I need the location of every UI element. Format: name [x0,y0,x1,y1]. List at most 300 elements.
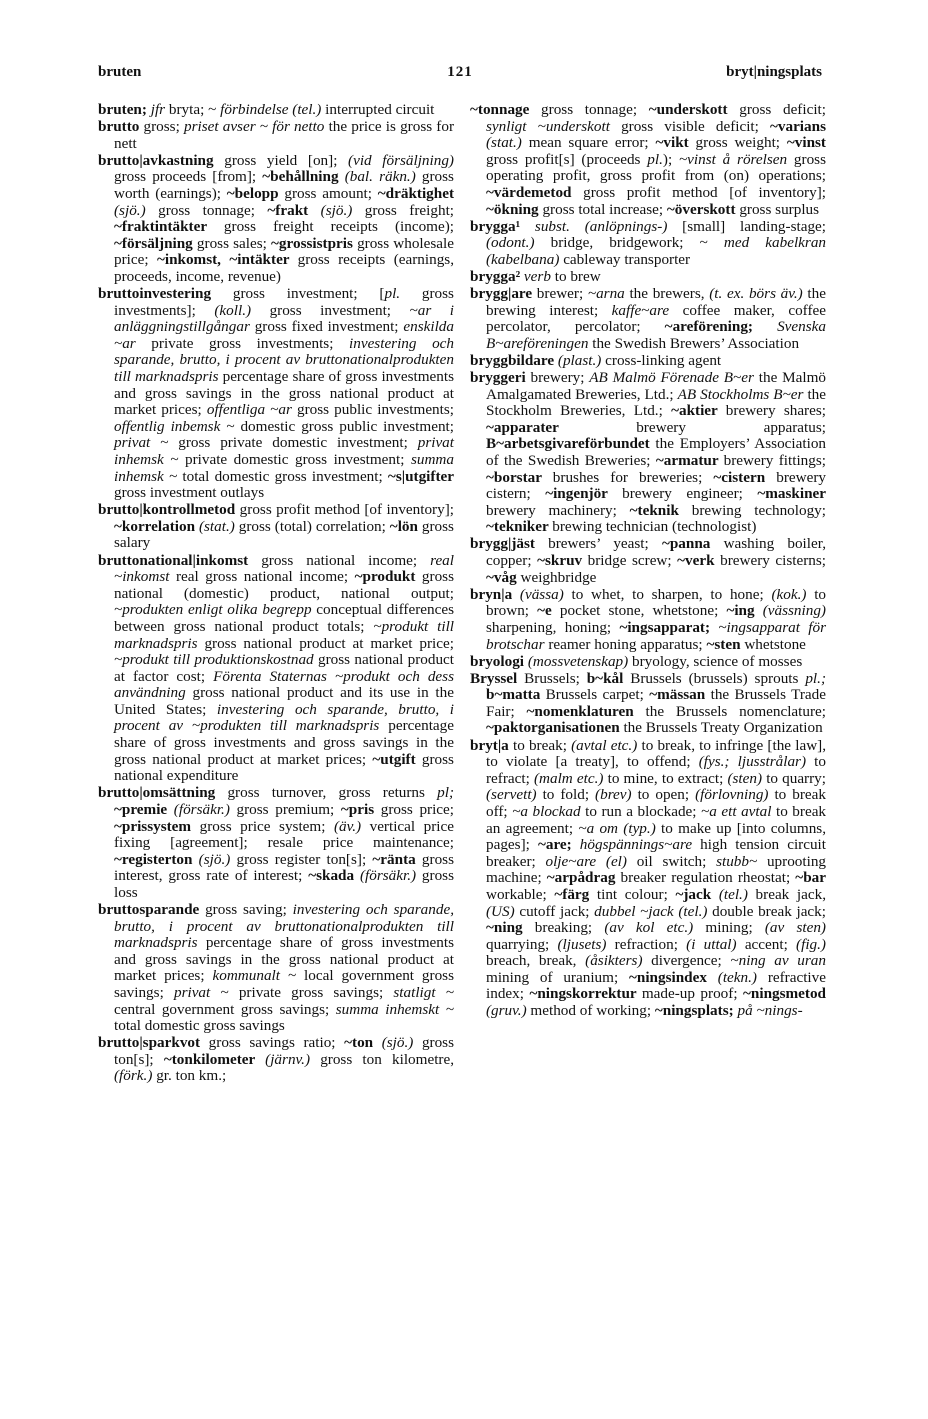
header-guide-word-left: bruten [98,64,142,80]
usage-label: med kabelkran (kabelbana) [486,234,827,268]
definition-text: brewery machinery; [486,501,630,519]
usage-label: (sten) [727,769,767,787]
definition-text: to refract; [486,753,826,787]
headword: ~pris [340,800,381,818]
definition-text: gross (total) correlation; [238,517,390,535]
definition-text: bridge, bridgework; ~ [550,234,724,252]
definition-text: brewery cistern; [486,468,826,503]
usage-label: ~arna [587,285,630,303]
definition-text: gross proceeds [from]; [114,168,263,186]
headword: ~premie [114,800,174,818]
definition-text: break jack, [755,885,826,903]
definition-text: method of working; [530,1002,655,1020]
headword: b~matta [486,686,546,704]
definition-text: the Brussels Trade Fair; [486,686,826,720]
headword: bruttoinvestering [98,285,233,303]
headword: ~ränta [372,850,422,868]
usage-label: (bal. räkn.) [344,168,422,186]
header-guide-word-right: bryt|ningsplats [726,64,822,80]
definition-text: gross national (domestic) product, national output; [114,568,454,602]
usage-label: (sjö.) [198,850,237,868]
definition-text: brushes for breweries; [552,468,714,486]
dictionary-entry [470,671,826,737]
definition-text: gross visible deficit; [621,117,770,135]
usage-label: kommunalt ~ [212,967,305,985]
headword: bryggbildare [470,351,558,369]
definition-text: workable; [486,885,555,903]
usage-label: synligt ~underskott [486,117,622,135]
usage-label: privat ~ [114,434,179,452]
dictionary-entry [470,286,826,352]
usage-label: (fig.) [796,935,826,953]
headword: ~grossistpris [271,234,358,252]
usage-label: (försäkr.) [173,800,237,818]
definition-text: gross ton[s]; [114,1034,455,1068]
headword: brutto|avkastning [98,151,225,169]
definition-text: gross turnover, gross returns [227,784,438,802]
dictionary-entry [470,587,826,653]
definition-text: real gross national income; [175,568,355,586]
headword: brygga¹ [470,217,535,235]
definition-text: gross national product at factor cost; [114,651,454,685]
definition-text: mining; [705,919,765,937]
page-header [98,64,822,88]
definition-text: gross freight receipts (income); [223,218,455,236]
usage-label: (sjö.) [114,201,159,219]
definition-text: gross national expenditure [114,750,454,785]
usage-label: (förlovning) [695,786,775,804]
headword: ~vinst [786,134,826,152]
definition-text: gross savings ratio; [208,1034,345,1052]
usage-label: (servett) [486,786,543,804]
definition-text: the price is gross for nett [114,118,455,152]
definition-text: reamer honing apparatus; [548,635,707,653]
definition-text: whetstone [744,635,806,653]
definition-text: tint colour; [596,885,676,903]
definition-text: gross investment outlays [114,484,265,502]
headword: ~cistern [713,468,777,486]
dictionary-entry [98,286,454,502]
definition-text: gross national product at market price; [204,634,454,652]
usage-label: ~a ett avtal [701,802,776,820]
definition-text: the Brussels nomenclature; [645,702,826,720]
dictionary-entry [470,269,826,286]
usage-label: subst. (anlöpnings-) [534,217,683,235]
dictionary-entry [98,502,454,552]
definition-text: to fold; [542,786,596,804]
headword: ~armatur [655,451,724,469]
usage-label: (gruv.) [486,1002,531,1020]
usage-label: verb [523,267,555,285]
headword: ~apparater [486,418,637,436]
definition-text: weighbridge [520,568,597,586]
headword: ~ökning [486,200,543,218]
usage-label: Förenta Staternas ~produkt och dess användning [114,667,454,702]
headword: brutto|kontrollmetod [98,501,240,519]
definition-text: the Malmö Amalgamated Breweries, Ltd.; [486,369,826,403]
headword: bruttonational|inkomst [98,551,262,569]
headword: brutto [98,118,144,136]
definition-text: oil switch; [636,852,717,870]
page-number: 121 [447,64,473,80]
definition-text: domestic gross public investment; [240,417,454,435]
definition-text: washing boiler, copper; [486,535,826,570]
usage-label: investering och sparande, brutto, i procent av bruttonationalprodukten till marknadspris [114,901,454,952]
definition-text: total domestic gross savings [114,1017,285,1035]
dictionary-entry [98,553,454,785]
definition-text: private domestic gross investment; [185,450,411,468]
usage-label: (stat.) [198,517,239,535]
definition-text: brewery engineer; [622,485,758,503]
usage-label: ~a om (typ.) [578,819,662,837]
headword: bryt|a [470,736,513,754]
usage-label: (US) [486,902,520,920]
usage-label: (vid försäljning) [348,151,454,169]
usage-label: högspännings~are [579,836,701,854]
headword: ~nomenklaturen [526,702,646,720]
definition-text: gross profit method [of inventory]; [583,183,826,201]
headword: ~behållning [262,168,345,186]
definition-text: private gross investments; [151,334,350,352]
headword: ~ingenjör [545,485,623,503]
definition-text: ); [662,150,679,168]
usage-label: Svenska B~areföreningen [486,318,826,352]
definition-text: gross; [143,118,184,136]
usage-label: privat inhemsk ~ [114,434,454,468]
definition-text: refractive index; [486,968,826,1003]
definition-text: brewers’ yeast; [548,535,662,553]
definition-text: Brussels; [524,669,587,687]
headword: ~aktier [671,402,726,420]
dictionary-entry [98,902,454,1035]
usage-label: statligt ~ [393,983,454,1001]
definition-text: gross ton kilometre, [320,1050,455,1068]
usage-label: (försäkr.) [359,867,422,885]
definition-text: brewery shares; [725,402,826,420]
headword: ~utgift [372,750,422,768]
headword: brutto|omsättning [98,784,228,802]
headword: bryologi [470,652,528,670]
definition-text: gross deficit; [739,101,826,118]
definition-text: gross register ton[s]; [236,850,373,868]
headword: ~ningsindex [628,968,718,986]
headword: ~överskott [666,200,740,218]
dictionary-entry [470,654,826,671]
headword: bruten; [98,101,151,118]
usage-label: (tekn.) [717,968,768,986]
definition-text: gross investment; [ [232,285,385,303]
headword: ~tekniker [486,518,553,536]
usage-label: investering och sparande, brutto, i procent av bruttonationalprodukten till marknadspris [114,334,454,385]
headword: Bryssel [470,669,525,687]
definition-text: gross public investments; [297,401,455,419]
definition-text: to quarry; [766,769,826,787]
definition-text: divergence; [651,952,731,970]
usage-label: summa inhemskt ~ [335,1000,454,1018]
usage-label: pl. [384,285,422,303]
headword: ~prissystem [114,817,200,835]
definition-text: gross national product and its use in the United States; [114,684,454,718]
usage-label: (fys.; ljusstrålar) [698,753,815,771]
usage-label: (kok.) [771,585,815,603]
usage-label: (stat.) [486,134,529,152]
usage-label: stubb~ [716,852,767,870]
definition-text: vertical price fixing [agreement]; resale price maintenance; [114,817,454,852]
usage-label: (ljusets) [557,935,615,953]
usage-label: summa inhemsk ~ [114,450,454,485]
definition-text: to make up [into columns, pages]; [486,819,827,854]
dictionary-entry [98,1035,454,1085]
headword: ~inkomst, ~intäkter [156,251,298,269]
definition-text: brewing technology; [691,501,826,519]
headword: ~korrelation [114,517,199,535]
definition-text: bridge screw; [587,552,678,570]
usage-label: pl; [437,784,454,802]
definition-text: the brewers, [629,285,710,303]
headword: ~areförening; [664,318,778,336]
headword: ~ning [486,919,535,937]
usage-label: (vässning) [762,602,826,620]
definition-text: percentage share of gross investments and gross savings in the gross national product at market prices; [114,368,454,419]
definition-text: gross profit[s] (proceeds [486,150,648,168]
definition-text: made-up proof; [641,985,743,1003]
definition-text: brewery; [530,369,590,386]
headword: ~s|utgifter [387,467,454,485]
headword: ~lön [389,517,422,535]
dictionary-entry [98,119,454,152]
headword: ~värdemetod [486,183,584,201]
usage-label: offentliga ~ar [206,401,297,419]
headword: ~borstar [486,468,553,486]
definition-text: gross tonnage; [158,201,268,219]
usage-label: ~ar i anläggningstillgångar [114,301,454,336]
usage-label: AB Stockholms B~er [677,385,808,403]
definition-text: percentage share of gross investments and gross savings in the gross national product at market prices; [114,717,454,768]
usage-label: pl.; [805,669,826,687]
headword: brygga² [470,267,524,285]
usage-label: offentlig inbemsk ~ [114,417,241,435]
headword: ~ton [344,1034,382,1052]
usage-label: (järnv.) [265,1050,321,1068]
definition-text: gross amount; [284,184,378,202]
usage-label: (koll.) [214,301,270,319]
headword: ~e [537,602,560,620]
headword: ~ingsapparat; [619,618,719,636]
definition-text: to break an agreement; [486,802,827,837]
definition-text: gross receipts (earnings, proceeds, income, revenue) [114,251,454,285]
usage-label: priset avser ~ för netto [183,118,329,136]
usage-label: förbindelse (tel.) [220,101,326,118]
usage-label: (brev) [595,786,638,804]
definition-text: gross price; [380,800,455,818]
definition-text: the Stockholm Breweries, Ltd.; [486,385,826,420]
headword: ~varians [769,117,826,135]
dictionary-entry [470,219,826,269]
usage-label: ~ning av uran [730,952,826,970]
definition-text: brewer; [536,285,588,303]
definition-text: brewery fittings; [723,451,826,469]
usage-label: på ~nings- [737,1002,803,1020]
definition-text: cutoff jack; [519,902,595,920]
usage-label: (malm etc.) [533,769,608,787]
headword: ~verk [677,552,721,570]
left-column [98,102,454,1086]
usage-label: kaffe~are [611,301,683,319]
headword: ~fraktintäkter [114,218,224,236]
headword: bryggeri [470,369,531,386]
dictionary-entry [470,353,826,370]
usage-label: real ~inkomst [114,551,454,586]
usage-label: ~produkten enligt olika begrepp [114,601,317,619]
definition-text: pocket stone, whetstone; [559,602,727,620]
definition-text: refraction; [614,935,687,953]
definition-text: conceptual differences between gross national product totals; [114,601,454,635]
definition-text: gross total increase; [542,200,667,218]
definition-text: sharpening, honing; [486,618,620,636]
definition-text: bryta; ~ [168,101,221,118]
headword: ~belopp [226,184,285,202]
definition-text: gross saving; [205,901,293,918]
headword: ~registerton [114,850,199,868]
definition-text: breach, break, [486,952,586,970]
headword: b~kål [586,669,631,687]
headword: ~sten [706,635,745,653]
headword: ~panna [661,535,724,553]
usage-label: pl. [647,150,663,168]
definition-text: brewery cisterns; [720,552,827,570]
definition-text: double break jack; [712,902,826,920]
usage-label: (odont.) [486,234,551,252]
definition-text: gross investments]; [114,285,454,319]
definition-text: gross wholesale price; [114,234,454,269]
definition-text: mining of uranium; [486,968,629,986]
headword: ~arpådrag [546,869,621,887]
definition-text: quarrying; [486,935,558,953]
definition-text: brewery apparatus; [636,418,826,436]
usage-label: (t. ex. börs äv.) [709,285,808,303]
headword: ~maskiner [757,485,827,503]
definition-text: gross freight; [364,201,455,219]
definition-text: gross loss [114,867,454,901]
headword: bruttosparande [98,901,206,918]
definition-text: gross price system; [199,817,334,835]
definition-text: percentage share of gross investments and gross savings in the gross national product at market prices; [114,934,454,985]
usage-label: (vässa) [519,585,572,603]
definition-text: gross profit method [of inventory]; [239,501,454,519]
usage-label: dubbel ~jack (tel.) [594,902,713,920]
usage-label: (förk.) [114,1067,157,1085]
headword: ~tonnage [470,101,542,118]
definition-text: local government gross savings; [114,967,454,1001]
definition-text: to whet, to sharpen, to hone; [571,585,772,603]
headword: ~bar [795,869,826,887]
definition-text: gross fixed investment; [254,318,404,336]
headword: ~färg [554,885,597,903]
definition-text: gross surplus [739,200,820,218]
definition-text: gross premium; [236,800,341,818]
headword: ~skruv [537,552,588,570]
definition-text: to break off; [486,786,826,820]
definition-text: [small] landing-stage; [682,217,827,235]
dictionary-entry [98,102,454,119]
usage-label: (av sten) [764,919,826,937]
usage-label: ~a blockad [512,802,586,820]
headword: B~arbetsgivareförbundet [486,435,656,453]
definition-text: private gross savings; [238,983,394,1001]
dictionary-entry [98,785,454,901]
headword: ~försäljning [114,234,197,252]
definition-text: high tension circuit breaker; [486,836,826,870]
definition-text: gross interest, gross rate of interest; [114,850,454,885]
headword: brygg|jäst [470,535,549,553]
headword: ~tonkilometer [163,1050,266,1068]
definition-text: central government gross savings; [114,1000,336,1018]
definition-text: gross private domestic investment; [178,434,418,452]
usage-label: enskilda ~ar [114,318,454,352]
usage-label: ~produkt till produktionskostnad [114,651,318,669]
usage-label: ~vinst å rörelsen [678,150,794,168]
definition-text: gross yield [on]; [224,151,349,169]
definition-text: to mine, to extract; [607,769,728,787]
usage-label: investering och sparande, brutto, i procent av ~produkten till marknadspris [114,700,454,735]
definition-text: coffee maker, coffee percolator, percolator; [486,301,826,336]
definition-text: bryology, science of mosses [631,652,803,670]
definition-text: interrupted circuit [325,101,435,118]
definition-text: the brewing interest; [486,285,826,319]
definition-text: breaking; [534,919,605,937]
headword: ~ing [726,602,763,620]
definition-text: accent; [744,935,797,953]
headword: ~våg [486,568,521,586]
dictionary-entry [470,536,826,586]
usage-label: AB Malmö Förenade B~er [589,369,759,386]
headword: ~frakt [267,201,321,219]
headword: bryn|a [470,585,520,603]
usage-label: jfr [150,101,169,118]
headword: ~jack [675,885,719,903]
definition-text: gross worth (earnings); [114,168,454,202]
usage-label: (äv.) [333,817,370,835]
definition-text: brewing technician (technologist) [552,518,757,536]
definition-text: the Employers’ Association of the Swedish Breweries; [486,435,827,469]
usage-label: (sjö.) [381,1034,422,1052]
definition-text: gr. ton km.; [156,1067,227,1085]
definition-text: breaker regulation rheostat; [620,869,796,887]
definition-text: to open; [637,786,696,804]
usage-label: (av kol etc.) [604,919,706,937]
definition-text: gross salary [114,517,454,552]
right-column [470,102,826,1020]
headword: ~dräktighet [377,184,455,202]
definition-text: mean square error; [528,134,656,152]
headword: ~skada [308,867,360,885]
definition-text: gross weight; [695,134,787,152]
usage-label: ~produkt till marknadspris [114,617,455,652]
headword: brutto|sparkvot [98,1034,209,1052]
definition-text: Brussels (brussels) sprouts [630,669,806,687]
definition-text: gross operating profit, gross profit from (on) operations; [486,150,826,185]
definition-text: to break; [512,736,572,754]
usage-label: (tel.) [718,885,756,903]
headword: ~ningsmetod [743,985,827,1003]
definition-text: to brown; [486,585,827,620]
definition-text: the Swedish Brewers’ Association [592,334,800,352]
headword: ~teknik [629,501,692,519]
usage-label: ~ingsapparat för brotschar [486,618,826,653]
headword: ~produkt [354,568,422,586]
definition-text: to brew [554,267,601,285]
usage-label: (i uttal) [686,935,745,953]
